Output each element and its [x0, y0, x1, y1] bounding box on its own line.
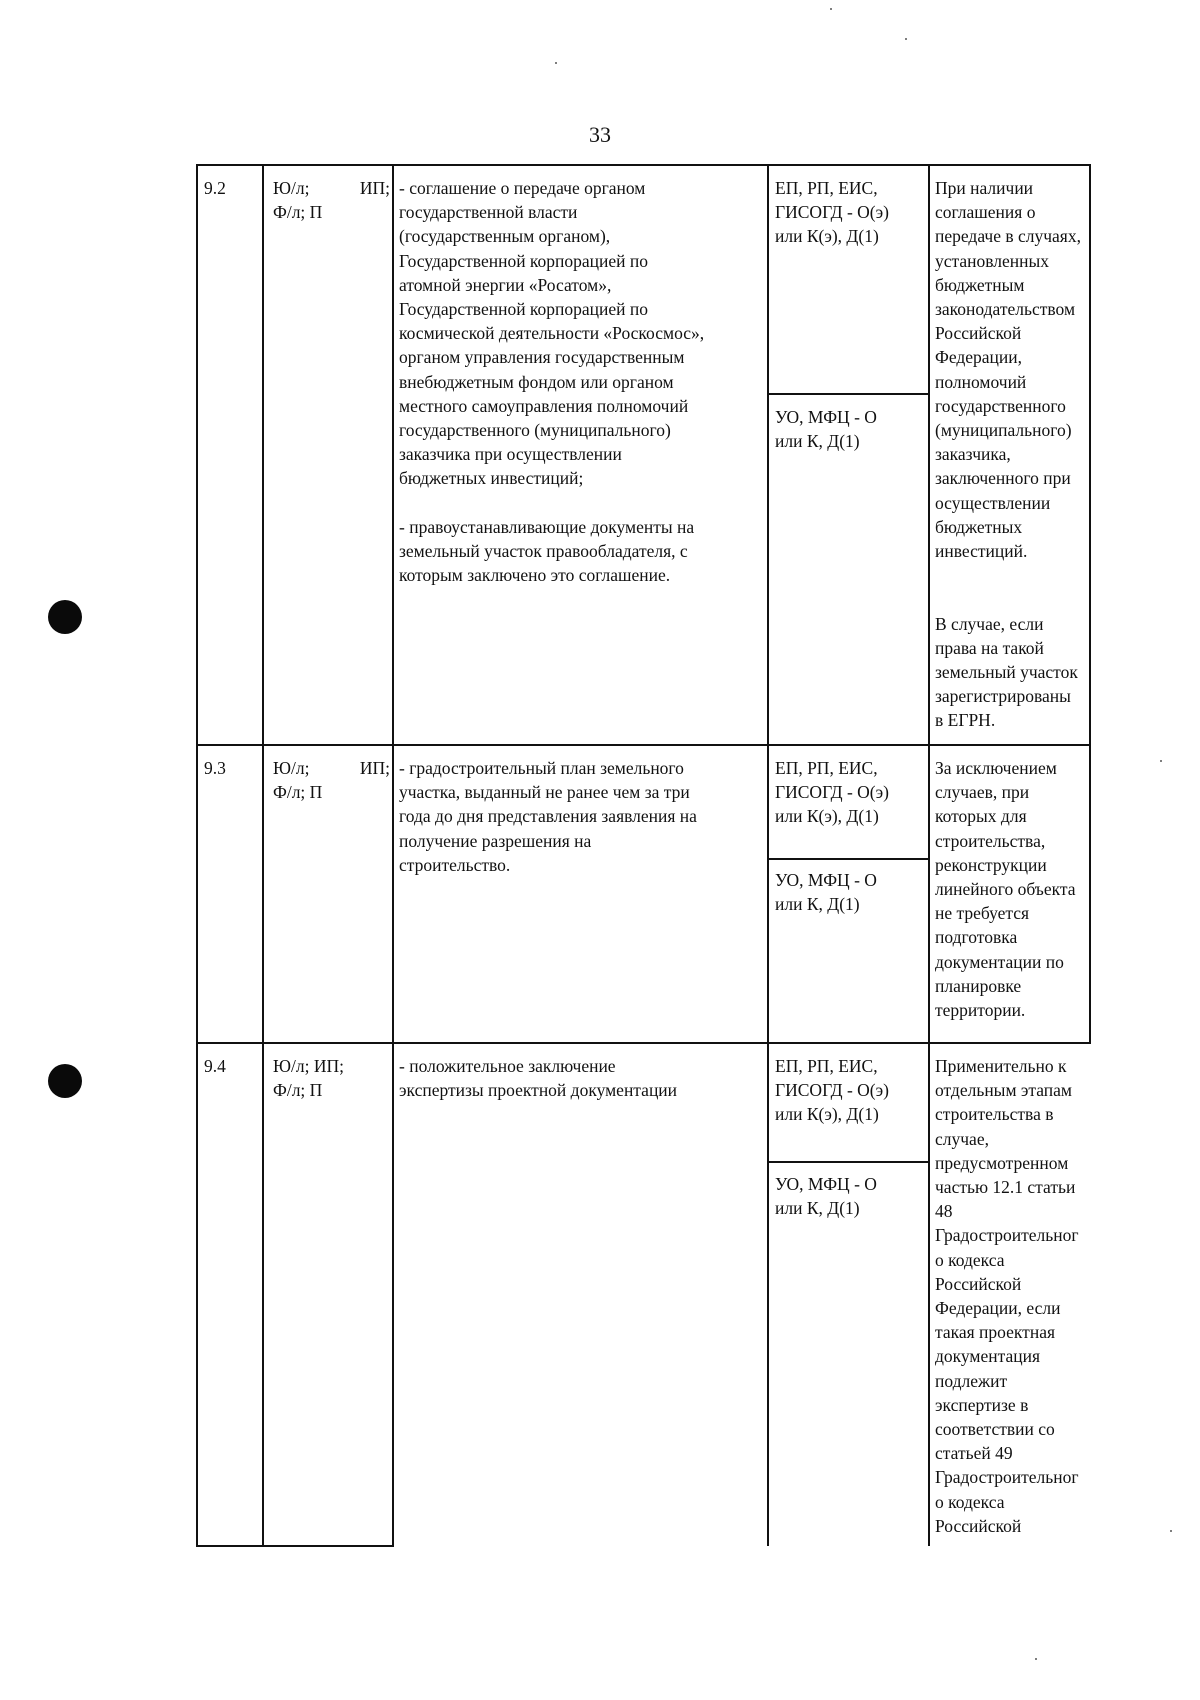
table-border — [1089, 164, 1091, 1044]
punch-hole-mark — [48, 1064, 82, 1098]
scan-speck — [905, 38, 907, 40]
table-border — [196, 164, 1090, 166]
table-border — [392, 164, 394, 1546]
applicant-entrepreneur: ИП; — [359, 178, 390, 198]
submission-method-electronic: ЕП, РП, ЕИС, ГИСОГД - О(э) или К(э), Д(1) — [775, 1056, 889, 1125]
document-description: - положительное заключение экспертизы проектной документации — [399, 1056, 678, 1101]
scan-speck — [555, 62, 557, 64]
submission-method-in-person: УО, МФЦ - О или К, Д(1) — [775, 1174, 877, 1219]
row-note: За исключением случаев, при которых для строительства, реконструкции линейного объекта не требуется подготовка документации по планировке территории. — [935, 758, 1076, 1021]
applicant-legal-entity: Ю/л; — [273, 178, 310, 198]
applicant-legal-entity: Ю/л; — [273, 758, 310, 778]
submission-method-in-person: УО, МФЦ - О или К, Д(1) — [775, 870, 877, 915]
row-note: Применительно к отдельным этапам строительства в случае, предусмотренном частью 12.1 статьи 48 Градостроительног о кодекса Российской Федерации, если такая проектная документация подлежит экспертизе в соответствии со статьей 49 Градостроительног о кодекса Российской — [935, 1056, 1079, 1536]
scan-speck — [1035, 1658, 1037, 1660]
submission-method-electronic: ЕП, РП, ЕИС, ГИСОГД - О(э) или К(э), Д(1) — [775, 758, 889, 827]
table-border — [767, 858, 929, 860]
submission-method-in-person: УО, МФЦ - О или К, Д(1) — [775, 407, 877, 452]
page-number: 33 — [589, 122, 611, 147]
scan-speck — [1160, 760, 1162, 762]
row-number: 9.2 — [204, 178, 226, 198]
applicant-category-line2: Ф/л; П — [273, 202, 323, 222]
punch-hole-mark — [48, 600, 82, 634]
row-number: 9.4 — [204, 1056, 226, 1076]
applicant-category: Ю/л; ИП; — [273, 1056, 344, 1076]
applicant-category-line2: Ф/л; П — [273, 782, 323, 802]
applicant-category-line2: Ф/л; П — [273, 1080, 323, 1100]
table-border — [196, 744, 1090, 746]
scan-speck — [830, 8, 832, 10]
applicant-entrepreneur: ИП; — [359, 758, 390, 778]
table-border — [196, 1042, 1090, 1044]
document-description: - соглашение о передаче органом государственной власти (государственным органом), Государственной корпорацией по атомной энергии «Росатом», Государственной корпорацией по космической деятельности «Роскосмос», органом управления государственным внебюджетным фондом или органом местного самоуправления полномочий государственного (муниципального) заказчика при осуществлении бюджетных инвестиций; - правоустанавливающие документы на земельный участок правообладателя, с которым заключено это соглашение. — [399, 178, 705, 586]
table-border — [767, 393, 929, 395]
document-description: - градостроительный план земельного участка, выданный не ранее чем за три года до дня представления заявления на получение разрешения на строительство. — [399, 758, 697, 875]
table-border — [767, 164, 769, 1546]
table-border — [196, 1545, 394, 1547]
scan-speck — [1170, 1530, 1172, 1532]
submission-method-electronic: ЕП, РП, ЕИС, ГИСОГД - О(э) или К(э), Д(1) — [775, 178, 889, 247]
applicant-category — [273, 756, 390, 780]
table-border — [262, 164, 264, 1546]
row-number: 9.3 — [204, 758, 226, 778]
applicant-category — [273, 176, 390, 200]
table-border — [196, 164, 198, 1546]
table-border — [928, 164, 930, 1546]
table-border — [767, 1161, 929, 1163]
row-note: При наличии соглашения о передаче в случаях, установленных бюджетным законодательством Российской Федерации, полномочий государственного (муниципального) заказчика, заключенного при осуществлении бюджетных инвестиций. В случае, если права на такой земельный участок зарегистрированы в ЕГРН. — [935, 178, 1081, 731]
